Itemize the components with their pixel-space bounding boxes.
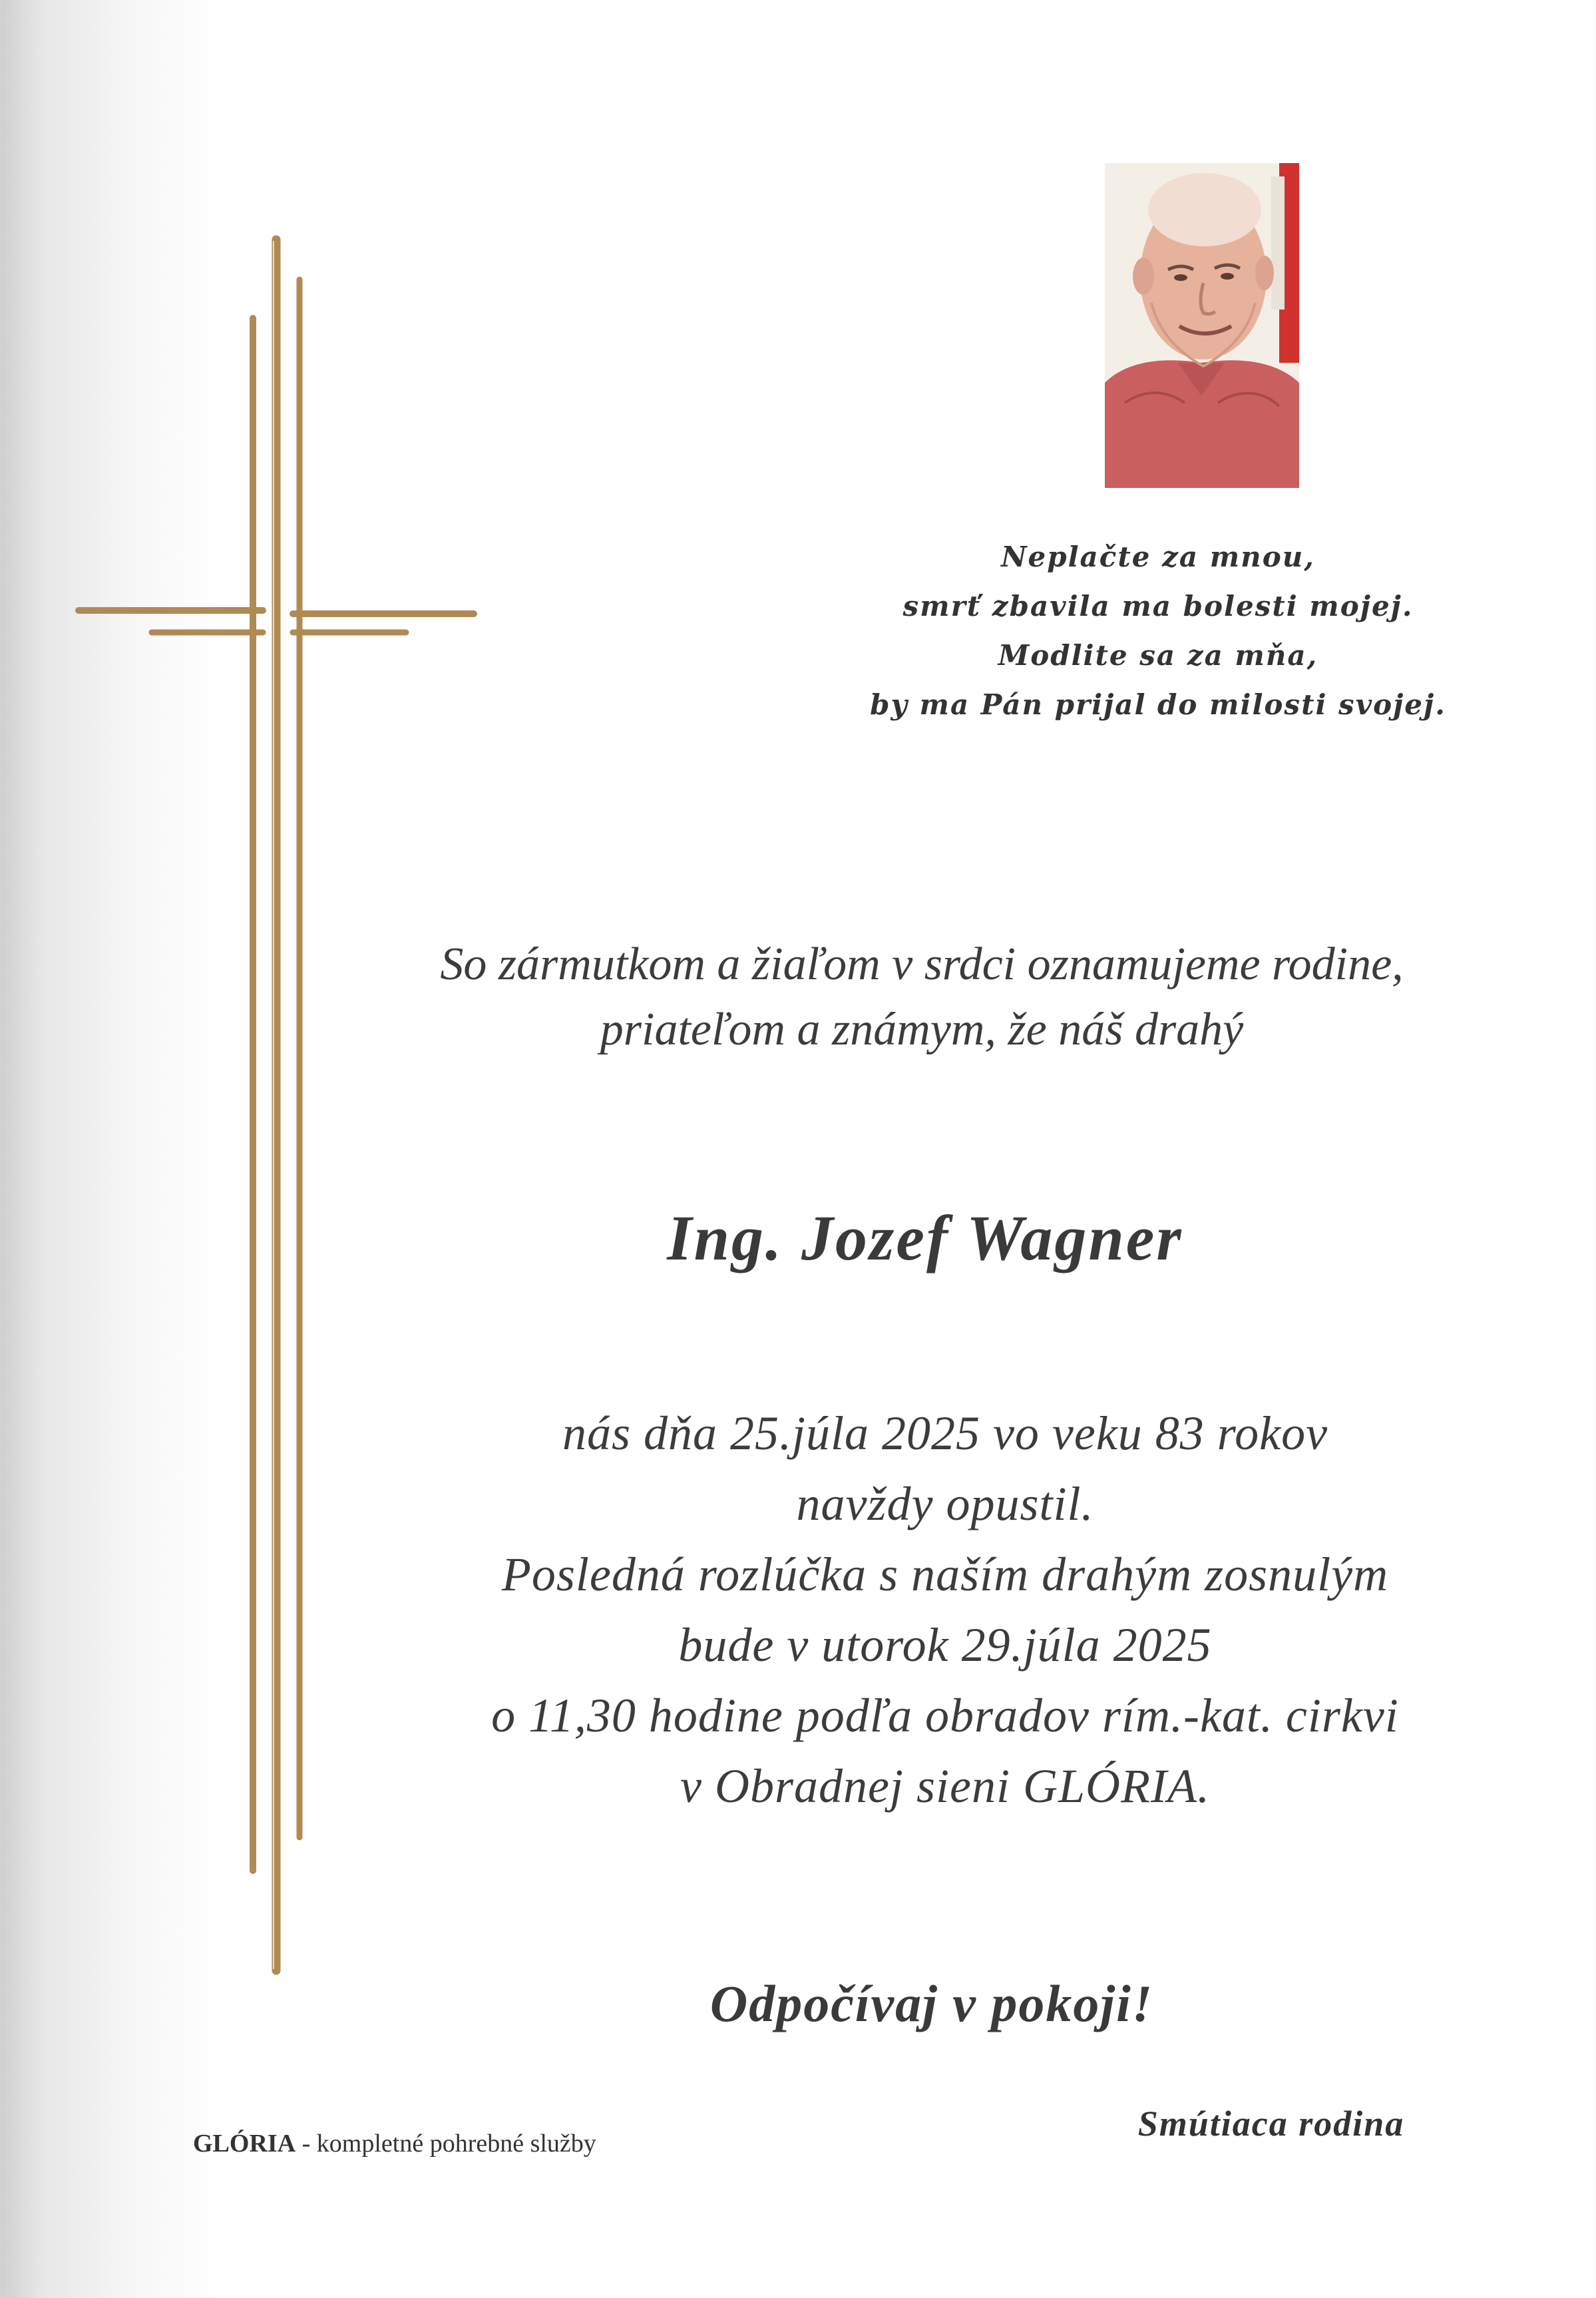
portrait-photo [1105, 163, 1299, 488]
signature: Smútiaca rodina [1137, 2104, 1405, 2144]
funeral-service-footer [193, 2127, 725, 2160]
deceased-name: Ing. Jozef Wagner [667, 1202, 1183, 1273]
intro-line: So zármutkom a žiaľom v srdci oznamujeme rodine, [440, 939, 1404, 990]
footer-tagline: - kompletné pohrebné služby [296, 2130, 596, 2158]
footer-brand: GLÓRIA [193, 2130, 296, 2158]
details-line: o 11,30 hodine podľa obradov rím.-kat. cirkvi [491, 1689, 1399, 1742]
memorial-verse [812, 533, 1504, 730]
verse-line: Neplačte za mnou, [1001, 541, 1315, 573]
details-line: Posledná rozlúčka s naším drahým zosnulým [501, 1548, 1389, 1601]
details-line: nás dňa 25.júla 2025 vo veku 83 rokov [562, 1407, 1328, 1460]
details-line: navždy opustil. [796, 1477, 1094, 1530]
verse-line: Modlite sa za mňa, [998, 639, 1318, 672]
announcement-intro [280, 932, 1564, 1062]
details-line: bude v utorok 29.júla 2025 [678, 1618, 1212, 1672]
verse-line: by ma Pán prijal do milosti svojej. [870, 688, 1446, 721]
rest-in-peace-line: Odpočívaj v pokoji! [709, 1974, 1154, 2032]
verse-line: smrť zbavila ma bolesti mojej. [902, 590, 1414, 622]
intro-line: priateľom a známym, že náš drahý [600, 1004, 1244, 1055]
funeral-details [280, 1398, 1596, 1821]
details-line: v Obradnej sieni GLÓRIA. [680, 1759, 1210, 1813]
